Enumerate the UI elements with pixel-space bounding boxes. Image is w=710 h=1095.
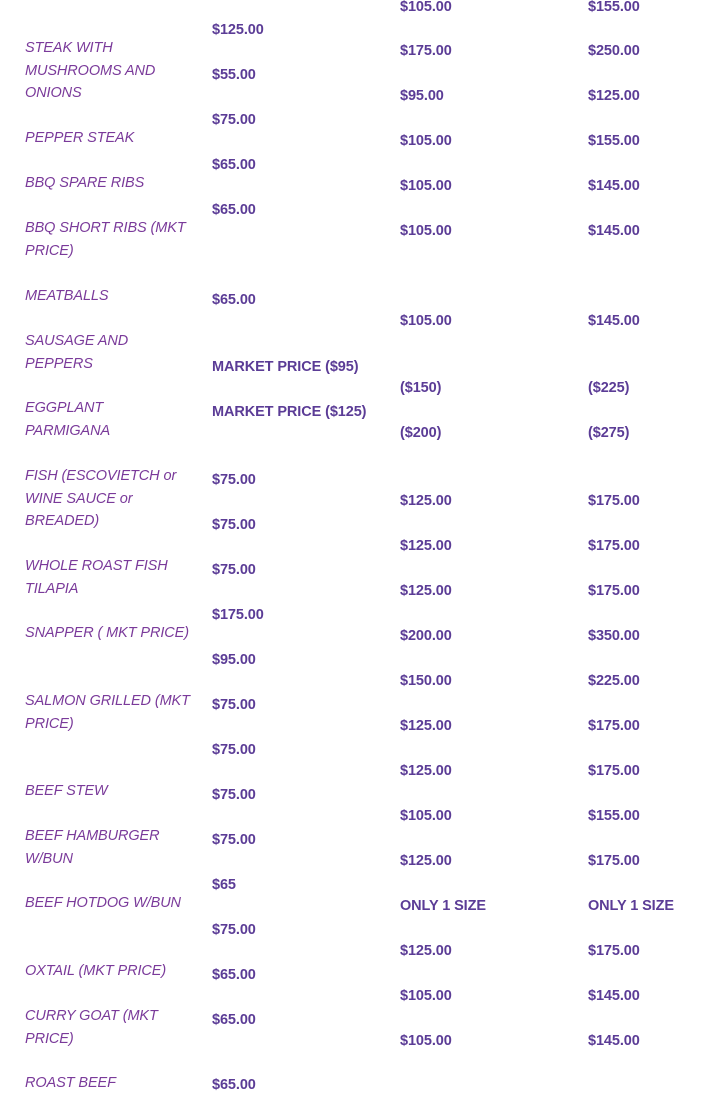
price-medium: $150.00	[400, 673, 452, 689]
price-small: $65.00	[212, 1077, 256, 1093]
price-large: $175.00	[588, 853, 640, 869]
price-large: $145.00	[588, 223, 640, 239]
price-large: $175.00	[588, 718, 640, 734]
price-small: $55.00	[212, 67, 256, 83]
price-medium: $105.00	[400, 133, 452, 149]
price-medium: ($150)	[400, 380, 442, 396]
price-small: $65.00	[212, 202, 256, 218]
price-small: $75.00	[212, 112, 256, 128]
price-large: $175.00	[588, 763, 640, 779]
price-medium: $125.00	[400, 583, 452, 599]
price-medium: $105.00	[400, 988, 452, 1004]
price-large: $175.00	[588, 583, 640, 599]
price-large: $350.00	[588, 628, 640, 644]
price-medium: $125.00	[400, 718, 452, 734]
menu-item-name: SNAPPER ( MKT PRICE)	[25, 625, 189, 641]
price-small: $75.00	[212, 472, 256, 488]
menu-item-name: BBQ SPARE RIBS	[25, 175, 145, 191]
price-large: $145.00	[588, 178, 640, 194]
price-medium: $200.00	[400, 628, 452, 644]
price-small: $75.00	[212, 697, 256, 713]
price-large: ONLY 1 SIZE	[588, 898, 674, 914]
price-medium: $105.00	[400, 808, 452, 824]
price-small: $75.00	[212, 562, 256, 578]
price-large: $125.00	[588, 88, 640, 104]
price-small: $65.00	[212, 1012, 256, 1028]
price-small: $75.00	[212, 787, 256, 803]
price-medium: $105.00	[400, 1033, 452, 1049]
menu-item-name: FISH (ESCOVIETCH or WINE SAUCE or BREADED)	[25, 468, 177, 529]
price-small: $95.00	[212, 652, 256, 668]
price-small: MARKET PRICE ($95)	[212, 359, 359, 375]
price-small: $65	[212, 877, 236, 893]
menu-item-name: ROAST BEEF	[25, 1075, 116, 1091]
menu-item-name: WHOLE ROAST FISH TILAPIA	[25, 558, 168, 597]
price-small: $65.00	[212, 967, 256, 983]
menu-item-name: STEAK WITH MUSHROOMS AND ONIONS	[25, 40, 156, 101]
price-medium: $125.00	[400, 943, 452, 959]
menu-item-name: BBQ SHORT RIBS (MKT PRICE)	[25, 220, 186, 259]
price-medium: $125.00	[400, 538, 452, 554]
price-medium: $105.00	[400, 0, 452, 15]
price-medium: $105.00	[400, 178, 452, 194]
price-medium: $95.00	[400, 88, 444, 104]
price-medium: $105.00	[400, 223, 452, 239]
price-small: $65.00	[212, 292, 256, 308]
price-medium: ($200)	[400, 425, 442, 441]
price-medium: $125.00	[400, 763, 452, 779]
menu-item-name: EGGPLANT PARMIGANA	[25, 400, 111, 439]
price-large: $155.00	[588, 0, 640, 15]
price-large: $225.00	[588, 673, 640, 689]
menu-item-name: BEEF STEW	[25, 783, 108, 799]
price-medium: $175.00	[400, 43, 452, 59]
price-medium: $105.00	[400, 313, 452, 329]
price-large: $145.00	[588, 313, 640, 329]
price-small: $75.00	[212, 742, 256, 758]
menu-item-name: SAUSAGE AND PEPPERS	[25, 333, 129, 372]
menu-item-name: MEATBALLS	[25, 288, 109, 304]
price-large: $155.00	[588, 133, 640, 149]
price-medium: ONLY 1 SIZE	[400, 898, 486, 914]
price-large: $155.00	[588, 808, 640, 824]
menu-item-name: BEEF HOTDOG W/BUN	[25, 895, 181, 911]
price-large: $175.00	[588, 538, 640, 554]
price-large: $175.00	[588, 493, 640, 509]
price-small: $75.00	[212, 517, 256, 533]
price-large: $145.00	[588, 1033, 640, 1049]
price-large: ($275)	[588, 425, 630, 441]
menu-item-name: PEPPER STEAK	[25, 130, 135, 146]
price-small: MARKET PRICE ($125)	[212, 404, 367, 420]
price-small: $75.00	[212, 922, 256, 938]
price-small: $75.00	[212, 832, 256, 848]
price-medium: $125.00	[400, 853, 452, 869]
price-large: ($225)	[588, 380, 630, 396]
menu-item-name: SALMON GRILLED (MKT PRICE)	[25, 693, 190, 732]
price-medium: $125.00	[400, 493, 452, 509]
price-large: $175.00	[588, 943, 640, 959]
price-large: $145.00	[588, 988, 640, 1004]
price-small: $175.00	[212, 607, 264, 623]
price-large: $250.00	[588, 43, 640, 59]
price-small: $125.00	[212, 22, 264, 38]
menu-item-name: OXTAIL (MKT PRICE)	[25, 963, 167, 979]
menu-item-name: BEEF HAMBURGER W/BUN	[25, 828, 160, 867]
price-small: $65.00	[212, 157, 256, 173]
menu-item-name: CURRY GOAT (MKT PRICE)	[25, 1008, 158, 1047]
